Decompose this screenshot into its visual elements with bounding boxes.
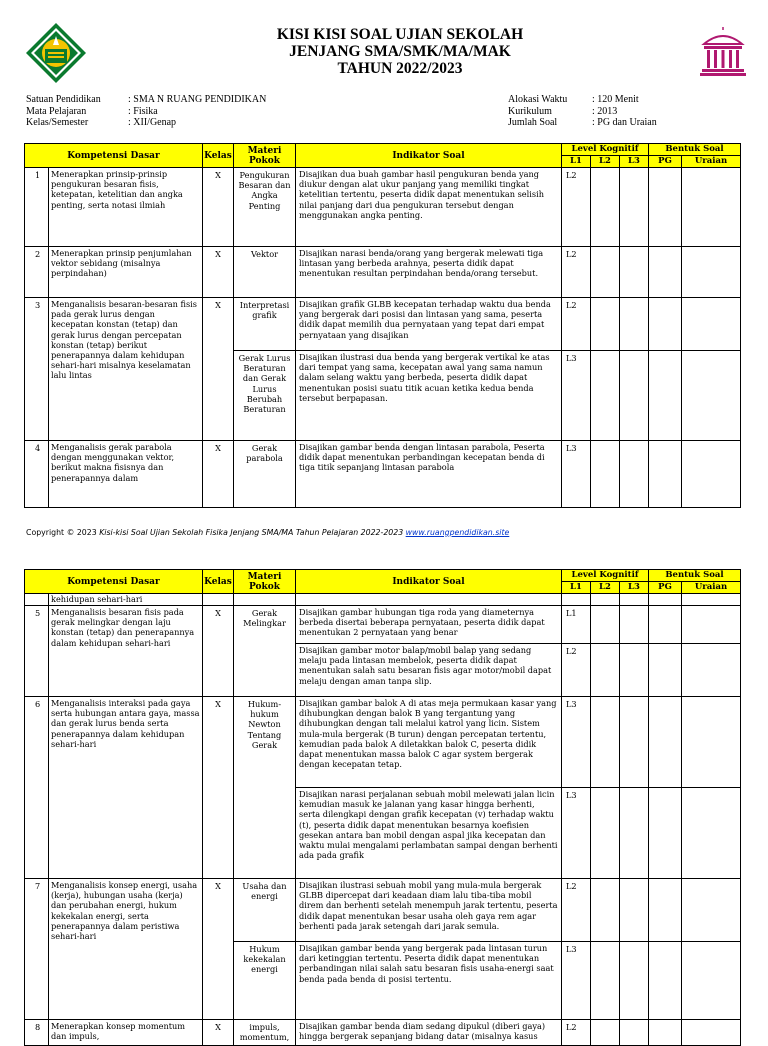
level-l2-cell [591, 644, 620, 697]
materi-cell: Hukum kekekalan energi [234, 942, 296, 1020]
kelas-cell: X [203, 606, 234, 697]
uraian-cell [682, 594, 741, 606]
table-row [25, 441, 741, 508]
kelas-cell: X [203, 697, 234, 879]
kelas-cell: X [203, 168, 234, 247]
pg-cell [649, 942, 682, 1020]
indikator-cell: Disajikan gambar hubungan tiga roda yang diameternya berbeda disertai beberapa pernyataan, peserta didik dapat menentukan 2 pernyataan yang benar [296, 606, 562, 644]
header-uraian: Uraian [682, 156, 741, 168]
level-l3-cell [620, 697, 649, 788]
indikator-cell: Disajikan grafik GLBB kecepatan terhadap waktu dua benda yang bergerak dari posisi dan lintasan yang sama, peserta didik dapat memilih dua pernyataan yang tepat dari empat pernyataan yang disajikan [296, 298, 562, 351]
uraian-cell [682, 644, 741, 697]
level-l3-cell [620, 298, 649, 351]
level-l3-cell [620, 879, 649, 942]
title-line-1: KISI KISI SOAL UJIAN SEKOLAH [276, 26, 524, 43]
level-l2-cell [591, 351, 620, 441]
level-l2-cell [591, 594, 620, 606]
kompetensi-dasar-cell: Menerapkan prinsip penjumlahan vektor sebidang (misalnya perpindahan) [49, 247, 203, 298]
materi-cell: Usaha dan energi [234, 879, 296, 942]
meta-label: Mata Pelajaran [26, 105, 87, 117]
kisi-table-page-2 [24, 569, 741, 1046]
row-number: 2 [25, 247, 49, 298]
uraian-cell [682, 351, 741, 441]
school-building-logo-icon [700, 26, 746, 78]
header-l2: L2 [591, 582, 620, 594]
pg-cell [649, 879, 682, 942]
materi-cell: Gerak Lurus Beraturan dan Gerak Lurus Berubah Beraturan [234, 351, 296, 441]
level-l2-cell [591, 247, 620, 298]
header-pg: PG [649, 582, 682, 594]
level-l2-cell [591, 606, 620, 644]
meta-value: : 120 Menit [592, 94, 639, 105]
header-kelas: Kelas [203, 144, 234, 168]
meta-value: : XII/Genap [128, 117, 177, 128]
indikator-cell: Disajikan dua buah gambar hasil pengukuran benda yang diukur dengan alat ukur panjang yang memiliki tingkat ketelitian tertentu, peserta didik dapat menentukan selisih nilai panjang dari dua pengukuran tersebut dengan menggunakan angka penting. [296, 168, 562, 247]
website-link[interactable]: www.ruangpendidikan.site [405, 528, 510, 537]
indikator-cell: Disajikan ilustrasi dua benda yang bergerak vertikal ke atas dari tempat yang sama, kecepatan awal yang sama namun dalam selang waktu yang berbeda, peserta didik dapat menentukan posisi suatu titik acuan ketika kedua benda tersebut berpapasan. [296, 351, 562, 441]
indikator-cell: Disajikan gambar benda yang bergerak pada lintasan turun dari ketinggian tertentu. Peserta didik dapat menentukan perbandingan nilai salah satu besaran fisis usaha-energi saat benda pada benda di posisi tertentu. [296, 942, 562, 1020]
document-header [0, 22, 768, 84]
kompetensi-dasar-cell: Menganalisis gerak parabola dengan menggunakan vektor, berikut makna fisisnya dan penerapannya dalam [49, 441, 203, 508]
header-l3: L3 [620, 582, 649, 594]
header-uraian: Uraian [682, 582, 741, 594]
meta-row [508, 94, 657, 106]
level-l3-cell [620, 168, 649, 247]
meta-row [26, 106, 266, 118]
pg-cell [649, 168, 682, 247]
table-row [25, 298, 741, 351]
uraian-cell [682, 942, 741, 1020]
header-kompetensi-dasar: Kompetensi Dasar [25, 144, 203, 168]
header-materi-pokok: Materi Pokok [234, 570, 296, 594]
meta-value: : 2013 [592, 105, 618, 117]
indikator-cell: Disajikan gambar balok A di atas meja permukaan kasar yang dihubungkan dengan balok B yang tergantung yang dihubungkan dengan tali melalui katrol yang licin. Sistem mula-mula bergerak (B turun) dengan percepatan tertentu, kemudian pada balok A diletakkan balok C, peserta didik dapat menentukan massa balok C agar system bergerak dengan kecepatan tetap. [296, 697, 562, 788]
level-l1-cell: L3 [562, 441, 591, 508]
meta-label: Satuan Pendidikan [26, 94, 101, 105]
level-l1-cell: L2 [562, 879, 591, 942]
kelas-cell: X [203, 247, 234, 298]
copyright-title: Kisi-kisi Soal Ujian Sekolah Fisika Jenjang SMA/MA Tahun Pelajaran 2022-2023 [99, 528, 406, 537]
copyright-prefix: Copyright © 2023 [26, 528, 100, 537]
meta-row [26, 94, 266, 106]
pg-cell [649, 1020, 682, 1046]
uraian-cell [682, 1020, 741, 1046]
meta-value: : SMA N RUANG PENDIDIKAN [128, 94, 267, 105]
materi-cell: Interpretasi grafik [234, 298, 296, 351]
meta-row [26, 117, 266, 129]
table-row [25, 1020, 741, 1046]
kelas-cell [203, 594, 234, 606]
uraian-cell [682, 697, 741, 788]
header-bentuk-soal: Bentuk Soal [649, 144, 741, 156]
level-l1-cell: L2 [562, 1020, 591, 1046]
meta-label: Alokasi Waktu [508, 94, 568, 105]
kompetensi-dasar-cell: Menganalisis besaran fisis pada gerak melingkar dengan laju konstan (tetap) dan penerapannya dalam kehidupan sehari-hari [49, 606, 203, 697]
kelas-cell: X [203, 1020, 234, 1046]
materi-cell: impuls, momentum, [234, 1020, 296, 1046]
header-l3: L3 [620, 156, 649, 168]
level-l2-cell [591, 168, 620, 247]
row-number: 7 [25, 879, 49, 1020]
level-l1-cell: L2 [562, 644, 591, 697]
kelas-cell: X [203, 879, 234, 1020]
meta-value: : Fisika [128, 105, 158, 117]
kompetensi-dasar-cell: Menganalisis konsep energi, usaha (kerja), hubungan usaha (kerja) dan perubahan energi, hukum kekekalan energi, serta penerapannya dalam peristiwa sehari-hari [49, 879, 203, 1020]
title-line-2: JENJANG SMA/SMK/MA/MAK [289, 43, 511, 60]
table-row [25, 697, 741, 788]
kelas-cell: X [203, 441, 234, 508]
kisi-table-page-1 [24, 143, 741, 508]
materi-cell [234, 594, 296, 606]
level-l3-cell [620, 247, 649, 298]
row-number: 8 [25, 1020, 49, 1046]
header-l1: L1 [562, 582, 591, 594]
kompetensi-dasar-cell: Menganalisis interaksi pada gaya serta hubungan antara gaya, massa dan gerak lurus benda serta penerapannya dalam kehidupan sehari-hari [49, 697, 203, 879]
header-kompetensi-dasar: Kompetensi Dasar [25, 570, 203, 594]
row-number: 5 [25, 606, 49, 697]
kemenag-logo-icon [25, 22, 87, 84]
kompetensi-dasar-cell: kehidupan sehari-hari [49, 594, 203, 606]
header-kelas: Kelas [203, 570, 234, 594]
pg-cell [649, 247, 682, 298]
pg-cell [649, 594, 682, 606]
indikator-cell: Disajikan gambar benda dengan lintasan parabola, Peserta didik dapat menentukan perbandingan kecepatan benda di tiga titik sepanjang lintasan parabola [296, 441, 562, 508]
level-l3-cell [620, 594, 649, 606]
kompetensi-dasar-cell: Menganalisis besaran-besaran fisis pada gerak lurus dengan kecepatan konstan (tetap) dan gerak lurus dengan percepatan konstan (tetap) berikut penerapannya dalam kehidupan sehari-hari misalnya keselamatan lalu lintas [49, 298, 203, 441]
level-l1-cell: L3 [562, 942, 591, 1020]
indikator-cell: Disajikan gambar motor balap/mobil balap yang sedang melaju pada lintasan membelok, peserta didik dapat menentukan salah satu besaran fisis agar motor/mobil dapat melaju dengan aman tanpa slip. [296, 644, 562, 697]
level-l1-cell: L3 [562, 351, 591, 441]
header-bentuk-soal: Bentuk Soal [649, 570, 741, 582]
level-l2-cell [591, 298, 620, 351]
level-l3-cell [620, 644, 649, 697]
pg-cell [649, 441, 682, 508]
pg-cell [649, 351, 682, 441]
level-l3-cell [620, 606, 649, 644]
indikator-cell: Disajikan narasi benda/orang yang bergerak melewati tiga lintasan yang berbeda arahnya, peserta didik dapat menentukan resultan perpindahan benda/orang tersebut. [296, 247, 562, 298]
uraian-cell [682, 168, 741, 247]
indikator-cell: Disajikan gambar benda diam sedang dipukul (diberi gaya) hingga bergerak sepanjang bidang datar (misalnya kasus [296, 1020, 562, 1046]
meta-left-block [26, 94, 266, 129]
meta-row [508, 106, 657, 118]
meta-label: Kelas/Semester [26, 117, 89, 128]
indikator-cell: Disajikan narasi perjalanan sebuah mobil melewati jalan licin kemudian masuk ke jalanan yang kasar hingga berhenti, serta dilengkapi dengan grafik kecepatan (v) terhadap waktu (t), peserta didik dapat menentukan besarnya koefisien gesekan antara ban mobil dengan aspal jika kecepatan dan waktu mulai mengalami perlambatan sampai dengan berhenti ada pada grafik [296, 788, 562, 879]
level-l2-cell [591, 788, 620, 879]
materi-cell: Pengukuran Besaran dan Angka Penting [234, 168, 296, 247]
pg-cell [649, 606, 682, 644]
meta-right-block [508, 94, 657, 129]
uraian-cell [682, 606, 741, 644]
indikator-cell: Disajikan ilustrasi sebuah mobil yang mula-mula bergerak GLBB dipercepat dari keadaan diam lalu tiba-tiba mobil direm dan berhenti setelah menempuh jarak tertentu, peserta didik dapat menentukan besar usaha oleh gaya rem agar berhenti pada jarak setengah dari jarak semula. [296, 879, 562, 942]
header-materi-pokok: Materi Pokok [234, 144, 296, 168]
kompetensi-dasar-cell: Menerapkan prinsip-prinsip pengukuran besaran fisis, ketepatan, ketelitian dan angka penting, serta notasi ilmiah [49, 168, 203, 247]
row-number: 6 [25, 697, 49, 879]
materi-cell: Vektor [234, 247, 296, 298]
pg-cell [649, 697, 682, 788]
header-l1: L1 [562, 156, 591, 168]
uraian-cell [682, 441, 741, 508]
row-number: 4 [25, 441, 49, 508]
level-l2-cell [591, 1020, 620, 1046]
pg-cell [649, 644, 682, 697]
level-l1-cell: L3 [562, 697, 591, 788]
meta-label: Kurikulum [508, 105, 552, 117]
level-l1-cell [562, 594, 591, 606]
pg-cell [649, 788, 682, 879]
uraian-cell [682, 247, 741, 298]
table-row [25, 606, 741, 644]
level-l3-cell [620, 351, 649, 441]
level-l3-cell [620, 1020, 649, 1046]
level-l3-cell [620, 788, 649, 879]
meta-value: : PG dan Uraian [592, 117, 657, 128]
level-l2-cell [591, 697, 620, 788]
level-l1-cell: L2 [562, 247, 591, 298]
level-l1-cell: L2 [562, 298, 591, 351]
kelas-cell: X [203, 298, 234, 441]
indikator-cell [296, 594, 562, 606]
level-l1-cell: L3 [562, 788, 591, 879]
table-row [25, 879, 741, 942]
level-l2-cell [591, 441, 620, 508]
copyright-footer [26, 528, 509, 537]
materi-cell: Gerak Melingkar [234, 606, 296, 697]
header-l2: L2 [591, 156, 620, 168]
materi-cell: Gerak parabola [234, 441, 296, 508]
level-l3-cell [620, 441, 649, 508]
uraian-cell [682, 298, 741, 351]
level-l3-cell [620, 942, 649, 1020]
level-l1-cell: L2 [562, 168, 591, 247]
meta-label: Jumlah Soal [508, 117, 558, 128]
level-l2-cell [591, 879, 620, 942]
header-level-kognitif: Level Kognitif [562, 144, 649, 156]
table-row [25, 594, 741, 606]
header-pg: PG [649, 156, 682, 168]
row-number: 3 [25, 298, 49, 441]
uraian-cell [682, 788, 741, 879]
level-l2-cell [591, 942, 620, 1020]
uraian-cell [682, 879, 741, 942]
table-row [25, 168, 741, 247]
pg-cell [649, 298, 682, 351]
row-number: 1 [25, 168, 49, 247]
header-level-kognitif: Level Kognitif [562, 570, 649, 582]
document-title [150, 26, 650, 77]
title-line-3: TAHUN 2022/2023 [337, 60, 463, 77]
header-indikator-soal: Indikator Soal [296, 570, 562, 594]
row-number [25, 594, 49, 606]
kompetensi-dasar-cell: Menerapkan konsep momentum dan impuls, [49, 1020, 203, 1046]
meta-row [508, 117, 657, 129]
materi-cell: Hukum-hukum Newton Tentang Gerak [234, 697, 296, 879]
level-l1-cell: L1 [562, 606, 591, 644]
table-row [25, 247, 741, 298]
header-indikator-soal: Indikator Soal [296, 144, 562, 168]
